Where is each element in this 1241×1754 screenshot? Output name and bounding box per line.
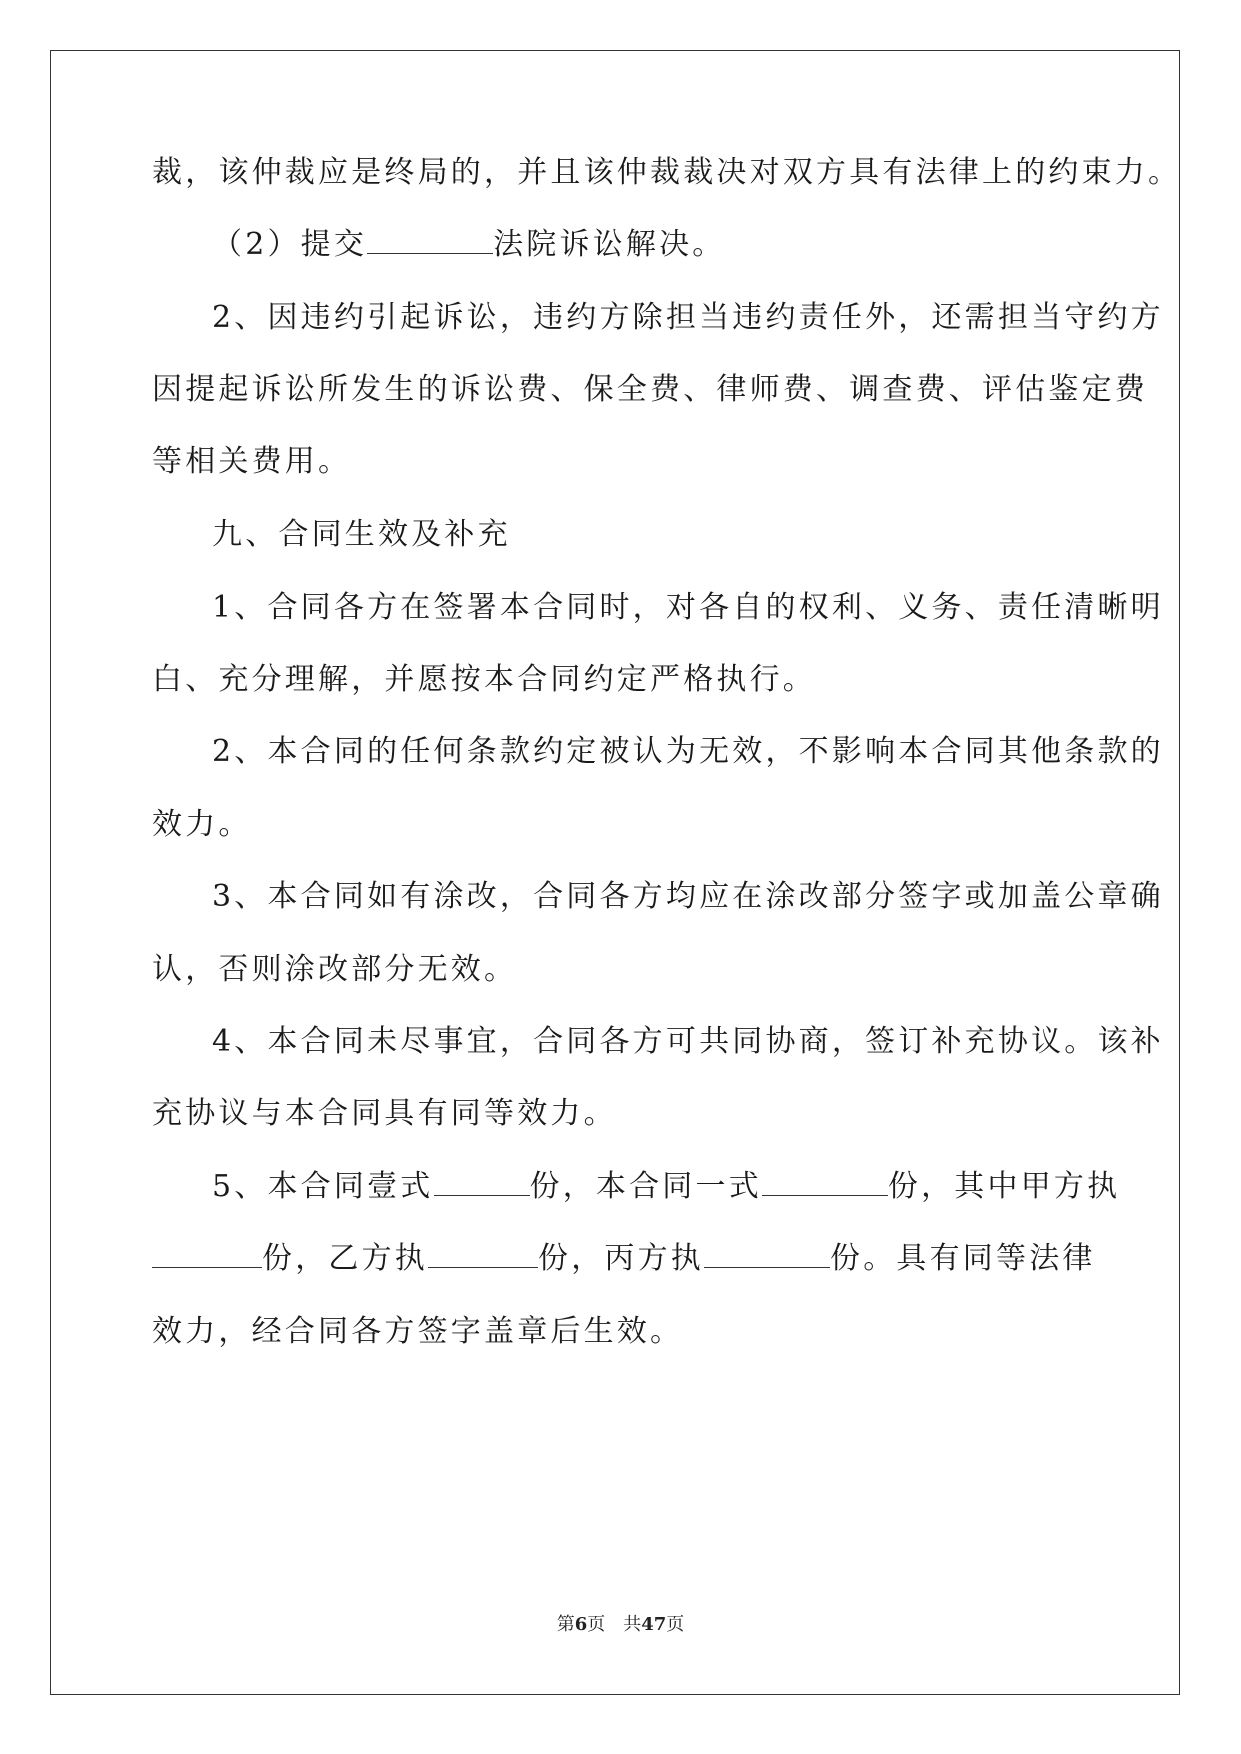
court-name-blank[interactable] xyxy=(367,225,493,254)
page-footer xyxy=(0,1613,1241,1637)
clause-4-line2: 充协议与本合同具有同等效力。 xyxy=(152,1096,617,1131)
clause-5-text-b: 份，本合同一式 xyxy=(529,1169,762,1204)
paragraph-litigation-costs-line2: 因提起诉讼所发生的诉讼费、保全费、律师费、调查费、评估鉴定费 xyxy=(152,372,1148,407)
paragraph-court-option xyxy=(212,225,726,265)
page-unit: 页 xyxy=(587,1614,606,1635)
clause-5-text-e: 份，丙方执 xyxy=(538,1241,704,1276)
clause-2-line1: 2、本合同的任何条款约定被认为无效，不影响本合同其他条款的 xyxy=(212,734,1164,769)
clause-1-line1: 1、合同各方在签署本合同时，对各自的权利、义务、责任清晰明 xyxy=(212,590,1164,625)
court-option-text-a: （2）提交 xyxy=(212,227,368,262)
clause-4-line1: 4、本合同未尽事宜，合同各方可共同协商，签订补充协议。该补 xyxy=(212,1024,1164,1059)
copies-blank-party-c[interactable] xyxy=(704,1239,830,1268)
clause-5-text-d: 份，乙方执 xyxy=(262,1241,428,1276)
copies-blank-party-b[interactable] xyxy=(428,1239,538,1268)
copies-blank-party-a[interactable] xyxy=(152,1239,262,1268)
total-unit: 页 xyxy=(666,1614,685,1635)
clause-5-line1 xyxy=(212,1167,1120,1207)
clause-5-line3: 效力，经合同各方签字盖章后生效。 xyxy=(152,1314,684,1349)
clause-3-line1: 3、本合同如有涂改，合同各方均应在涂改部分签字或加盖公章确 xyxy=(212,879,1164,914)
total-pages: 47 xyxy=(641,1614,667,1635)
page-number: 6 xyxy=(574,1614,588,1635)
copies-blank-total-b[interactable] xyxy=(762,1167,888,1196)
clause-5-line2 xyxy=(152,1239,1096,1279)
clause-1-line2: 白、充分理解，并愿按本合同约定严格执行。 xyxy=(152,662,816,697)
paragraph-arbitration-end: 裁，该仲裁应是终局的，并且该仲裁裁决对双方具有法律上的约束力。 xyxy=(152,155,1182,190)
copies-blank-total-a[interactable] xyxy=(434,1167,530,1196)
clause-5-text-c: 份，其中甲方执 xyxy=(887,1169,1121,1204)
paragraph-litigation-costs-line3: 等相关费用。 xyxy=(152,444,352,479)
clause-2-line2: 效力。 xyxy=(152,807,252,842)
paragraph-litigation-costs-line1: 2、因违约引起诉讼，违约方除担当违约责任外，还需担当守约方 xyxy=(212,300,1164,335)
clause-5-text-a: 5、本合同壹式 xyxy=(212,1169,434,1204)
court-option-text-b: 法院诉讼解决。 xyxy=(493,227,726,262)
clause-3-line2: 认，否则涂改部分无效。 xyxy=(152,952,518,987)
page-prefix: 第 xyxy=(556,1614,575,1635)
page-border xyxy=(50,50,1180,1695)
total-prefix: 共 xyxy=(623,1614,642,1635)
clause-5-text-f: 份。具有同等法律 xyxy=(830,1241,1096,1276)
section-heading-effect-supplement: 九、合同生效及补充 xyxy=(212,517,511,552)
